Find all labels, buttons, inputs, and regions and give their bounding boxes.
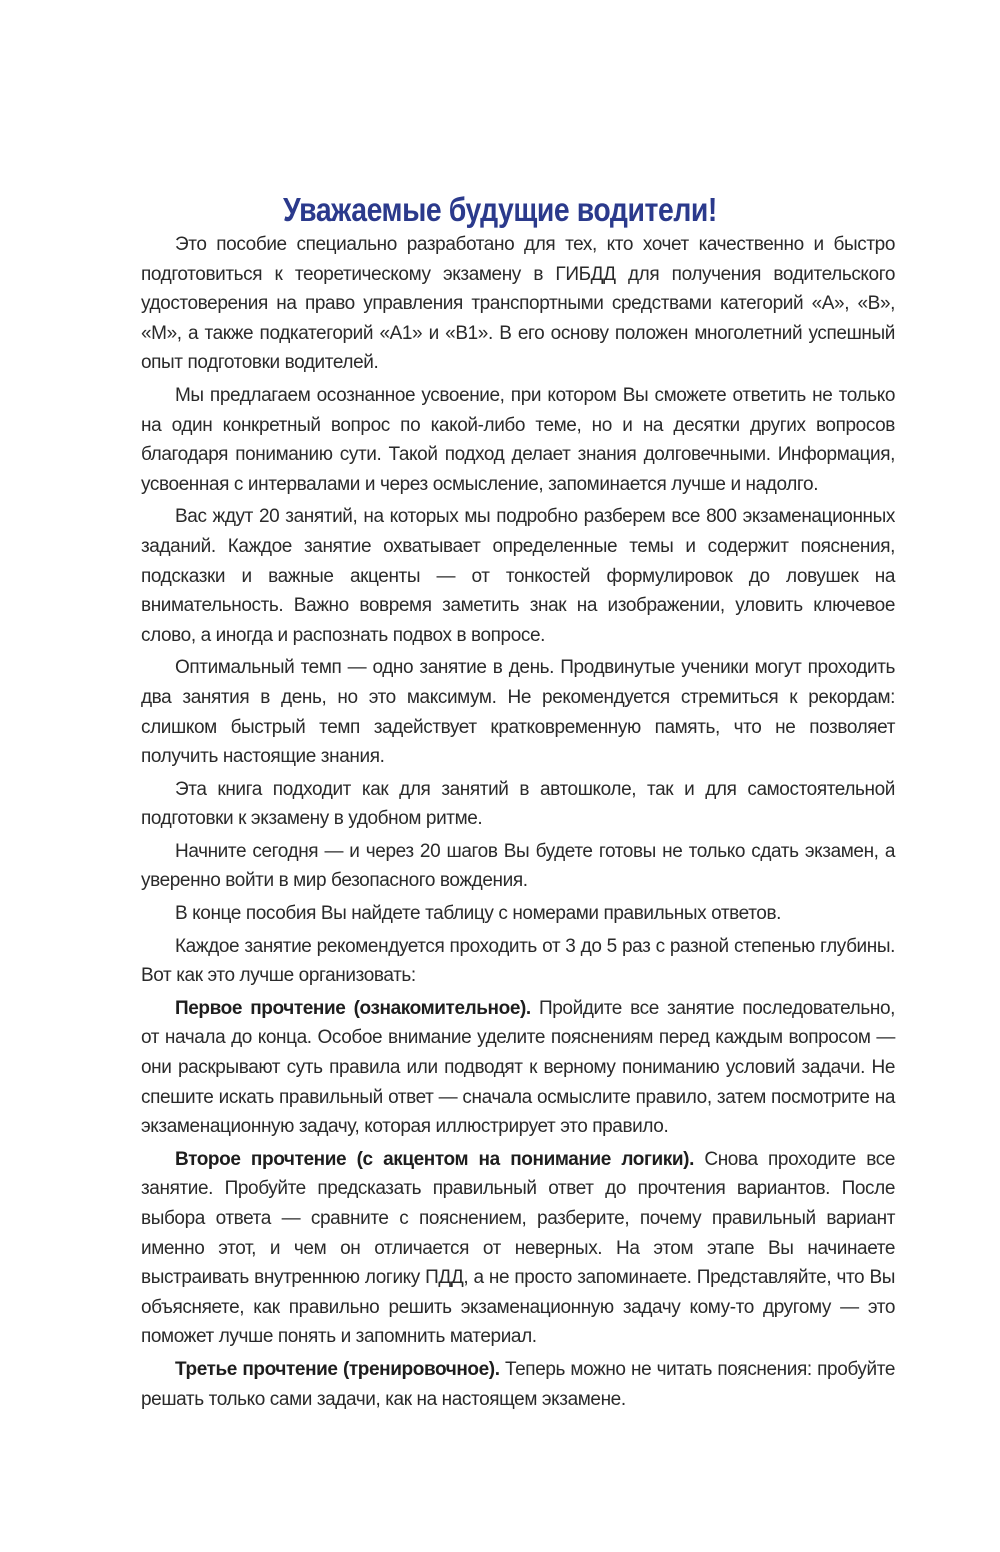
paragraph-tempo: Оптимальный темп — одно занятие в день. Продвинутые ученики могут проходить два занятия в день, но это максимум. Не рекомендуется стремиться к рекордам: слишком быстрый темп задействует кратковременную память, что не позволяет получить настоящие знания. (141, 657, 895, 768)
first-reading-heading: Первое прочтение (ознакомительное). (175, 997, 531, 1019)
paragraph-first-reading: Первое прочтение (ознакомительное). Пройдите все занятие последовательно, от начала до конца. Особое внимание уделите пояснениям перед каждым вопросом — они раскрывают суть правила или подводят к верному пониманию условий задачи. Не спешите искать правильный ответ — сначала осмыслите правило, затем посмотрите на экзаменационную задачу, которая иллюстрирует это правило. (141, 997, 895, 1138)
page-title: Уважаемые будущие водители! (283, 191, 717, 228)
paragraph-start: Начните сегодня — и через 20 шагов Вы будете готовы не только сдать экзамен, а уверенно войти в мир безопасного вождения. (141, 840, 895, 892)
paragraph-second-reading: Второе прочтение (с акцентом на понимание логики). Снова проходите все занятие. Пробуйте предсказать правильный ответ до прочтения вариантов. После выбора ответа — сравните с пояснением, разберите, почему правильный вариант именно этот, и чем он отличается от неверных. На этом этапе Вы начинаете выстраивать внутреннюю логику ПДД, а не просто запоминаете. Представляйте, что Вы объясняете, как правильно решить экзаменационную задачу кому-то другому — это поможет лучше понять и запомнить материал. (141, 1148, 895, 1348)
paragraph-third-reading: Третье прочтение (тренировочное). Теперь можно не читать пояснения: пробуйте решать только сами задачи, как на настоящем экзамене. (141, 1358, 895, 1410)
third-reading-heading: Третье прочтение (тренировочное). (175, 1358, 500, 1380)
paragraph-repetition: Каждое занятие рекомендуется проходить от 3 до 5 раз с разной степенью глубины. Вот как это лучше организовать: (141, 935, 895, 987)
paragraph-lessons: Вас ждут 20 занятий, на которых мы подробно разберем все 800 экзаменационных заданий. Каждое занятие охватывает определенные темы и содержит пояснения, подсказки и важные акценты — от тонкостей формулировок до ловушек на внимательность. Важно вовремя заметить знак на изображении, уловить ключевое слово, а иногда и распознать подвох в вопросе. (141, 506, 895, 646)
paragraph-approach: Мы предлагаем осознанное усвоение, при котором Вы сможете ответить не только на один конкретный вопрос по какой-либо теме, но и на десятки других вопросов благодаря пониманию сути. Такой подход делает знания долговечными. Информация, усвоенная с интервалами и через осмысление, запоминается лучше и надолго. (141, 384, 895, 495)
second-reading-heading: Второе прочтение (с акцентом на понимание логики). (175, 1148, 694, 1170)
paragraph-intro: Это пособие специально разработано для тех, кто хочет качественно и быстро подготовиться к теоретическому экзамену в ГИБДД для получения водительского удостоверения на право управления транспортными средствами категорий «А», «В», «М», а также подкатегорий «А1» и «В1». В его основу положен многолетний успешный опыт подготовки водителей. (141, 234, 895, 374)
paragraph-usage: Эта книга подходит как для занятий в автошколе, так и для самостоятельной подготовки к экзамену в удобном ритме. (141, 778, 895, 830)
page-body (141, 230, 895, 1417)
paragraph-answers-table: В конце пособия Вы найдете таблицу с номерами правильных ответов. (175, 903, 782, 925)
